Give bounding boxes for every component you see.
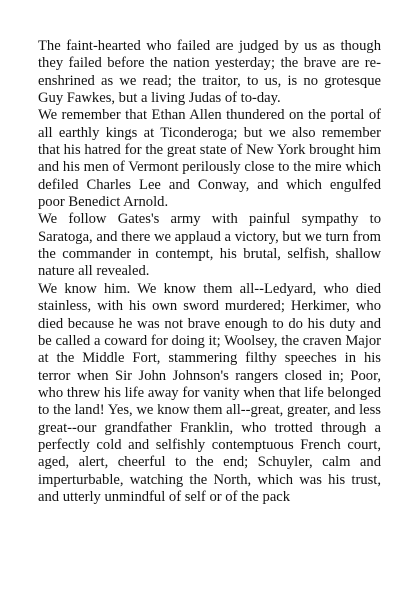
- paragraph-1: The faint-hearted who failed are judged by us as though they failed before the nation yesterday; the brave are re-enshrined as we read; the traitor, to us, is no grotesque Guy Fawkes, but a living Judas of to-day.: [38, 38, 381, 107]
- paragraph-2: We remember that Ethan Allen thundered on the portal of all earthly kings at Ticonderoga; but we also remember that his hatred for the great state of New York brought him and his men of Vermont perilously close to the mire which defiled Charles Lee and Conway, and which engulfed poor Benedict Arnold.: [38, 107, 381, 211]
- paragraph-4: We know him. We know them all--Ledyard, who died stainless, with his own sword murdered; Herkimer, who died because he was not brave enough to do his duty and be called a coward for doing it; Woolsey, the craven Major at the Middle Fort, stammering filthy speeches in his terror when Sir John Johnson's rangers closed in; Poor, who threw his life away for vanity when that life belonged to the land! Yes, we know them all--great, greater, and less great--our grandfather Franklin, who trotted through a perfectly cold and selfishly contemptuous French court, aged, alert, cheerful to the end; Schuyler, calm and imperturbable, watching the North, which was his trust, and utterly unmindful of self or of the pack: [38, 280, 381, 505]
- document-page: [38, 38, 381, 506]
- paragraph-3: We follow Gates's army with painful sympathy to Saratoga, and there we applaud a victory, but we turn from the commander in contempt, his brutal, selfish, shallow nature all revealed.: [38, 211, 381, 280]
